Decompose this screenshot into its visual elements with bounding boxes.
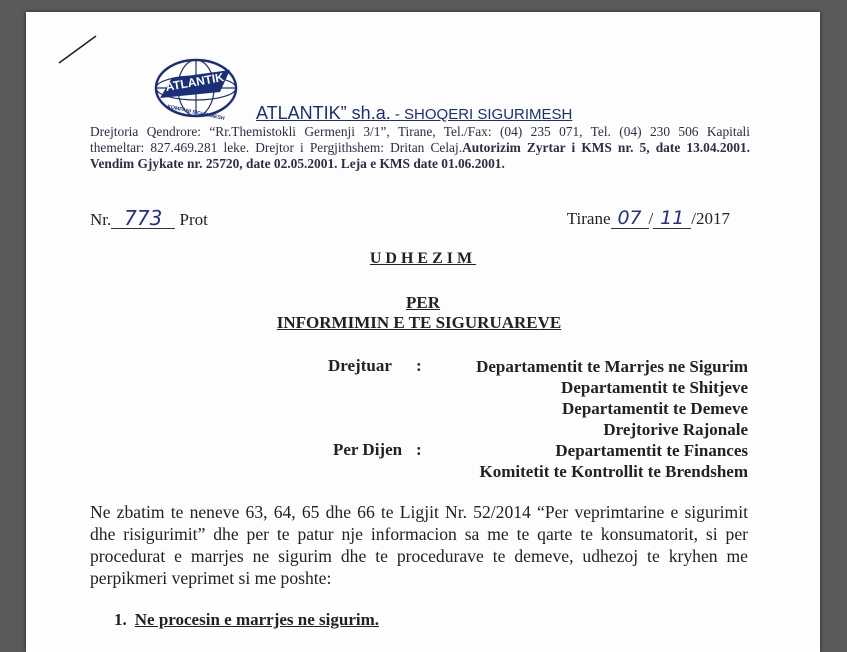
protocol-number-value: 773: [111, 208, 175, 229]
to-colon: :: [416, 356, 422, 375]
recipient-to-3: Departamentit te Demeve: [562, 399, 748, 418]
letterhead-line-3: Vendim Gjykate nr. 25720, date 02.05.2001. Leja e KMS date 01.06.2001.: [90, 156, 505, 171]
section-heading-1: 1. Ne procesin e marrjes ne sigurim.: [114, 610, 379, 629]
recipient-to-1: Departamentit te Marrjes ne Sigurim: [476, 357, 748, 376]
recipient-info-1: Departamentit te Finances: [555, 441, 748, 460]
body-paragraph: Ne zbatim te neneve 63, 64, 65 dhe 66 te Ligjit Nr. 52/2014 “Per veprimtarine e sigurimit dhe risigurimit” dhe per te patur nje informacion sa me te qarte te konsumatorit, si per procedurat e marrjes ne sigurim dhe te procedurave te demeve, udhezoj te kryhen me perpikmeri veprimet si me poshte:: [90, 502, 748, 588]
recipient-to-2: Departamentit te Shitjeve: [561, 378, 748, 397]
svg-text:ATLANTIK: ATLANTIK: [164, 70, 225, 95]
document-page: [26, 12, 820, 652]
company-name: ATLANTIK” sh.a. - SHOQERI SIGURIMESH: [256, 103, 573, 123]
letterhead-line-2: themeltar: 827.469.281 leke. Drejtor i Pergjithshem: Dritan Celaj.Autorizim Zyrtar i KMS nr. 5, date 13.04.2001.: [90, 140, 750, 155]
pen-mark: [56, 30, 106, 70]
document-subtitle-1: PER: [406, 293, 440, 312]
letterhead-details: [90, 124, 750, 172]
protocol-number: Nr. 773 Prot: [90, 206, 208, 230]
info-colon: :: [416, 440, 422, 459]
document-subtitle-2: INFORMIMIN E TE SIGURUAREVE: [276, 313, 562, 332]
recipient-info-2: Komitetit te Kontrollit te Brendshem: [479, 462, 748, 481]
document-title: UDHEZIM: [369, 250, 477, 267]
document-date: Tirane 07 / 11 /2017: [566, 207, 730, 229]
recipient-to-4: Drejtorive Rajonale: [603, 420, 748, 439]
date-day: 07: [611, 208, 649, 229]
letterhead-line-1: Drejtoria Qendrore: “Rr.Themistokli Germenji 3/1”, Tirane, Tel./Fax: (04) 235 071, Tel. (04) 230 506 Kapitali: [90, 124, 750, 139]
to-label: Drejtuar: [328, 356, 392, 375]
svg-text:KOMPANI SIGURIMESH: KOMPANI SIGURIMESH: [166, 103, 225, 122]
date-month: 11: [653, 208, 691, 229]
atlantik-logo: [146, 54, 246, 124]
info-label: Per Dijen: [333, 440, 403, 459]
